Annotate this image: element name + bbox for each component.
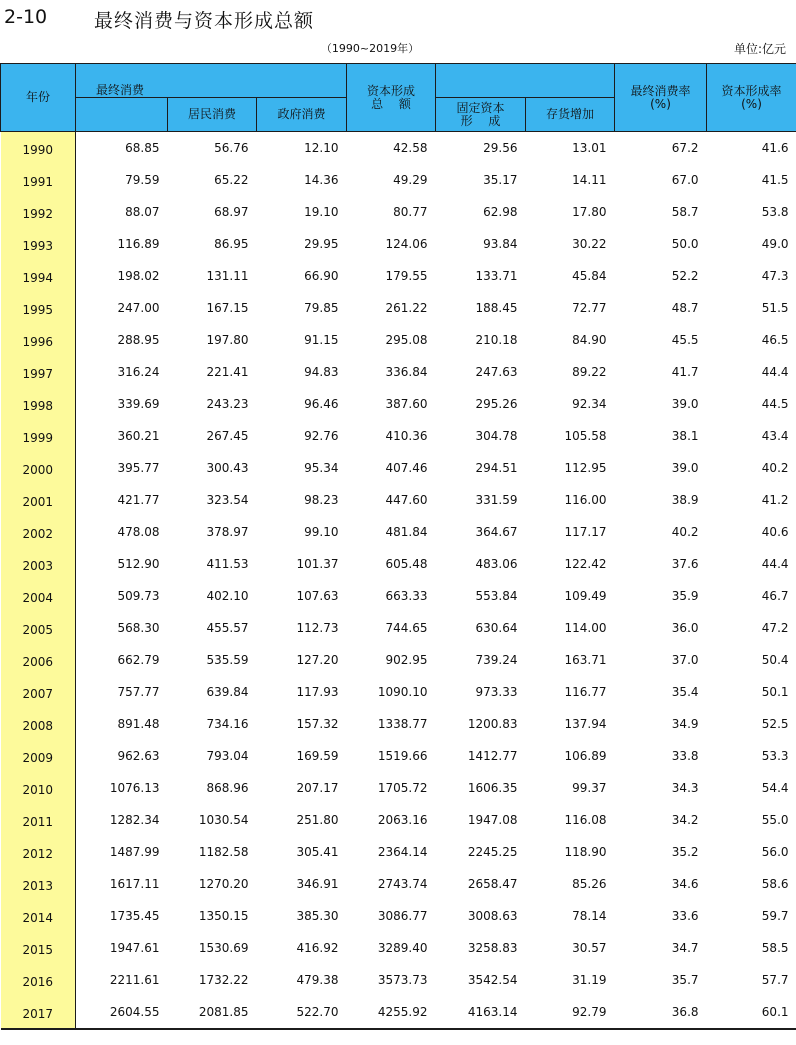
capital-rate-cell: 40.2 [761, 461, 789, 475]
fixed-capital-cell: 93.84 [483, 237, 518, 251]
consumption-rate-cell: 37.0 [671, 653, 699, 667]
table-row [1, 324, 796, 356]
household-cell: 131.11 [206, 269, 249, 283]
final-consumption-cell: 68.85 [125, 141, 160, 155]
fixed-capital-cell: 2658.47 [467, 877, 518, 891]
consumption-rate-cell: 38.9 [671, 493, 699, 507]
final-consumption-cell: 395.77 [117, 461, 160, 475]
year-cell: 2015 [1, 932, 76, 964]
government-cell: 117.93 [296, 685, 339, 699]
final-consumption-cell: 1487.99 [109, 845, 160, 859]
inventory-cell: 137.94 [564, 717, 607, 731]
fixed-capital-cell: 331.59 [475, 493, 518, 507]
capital-formation-cell: 744.65 [385, 621, 428, 635]
year-cell: 2004 [1, 580, 76, 612]
fixed-capital-cell: 1947.08 [467, 813, 518, 827]
fixed-capital-cell: 304.78 [475, 429, 518, 443]
inventory-cell: 99.37 [572, 781, 607, 795]
capital-formation-cell: 295.08 [385, 333, 428, 347]
inventory-cell: 89.22 [572, 365, 607, 379]
capital-rate-cell: 47.2 [761, 621, 789, 635]
year-cell: 1998 [1, 388, 76, 420]
inventory-cell: 85.26 [572, 877, 607, 891]
fixed-capital-cell: 29.56 [483, 141, 518, 155]
year-cell: 1999 [1, 420, 76, 452]
header-capital-formation: 资本形成 总 额 [347, 64, 436, 132]
table-body [1, 132, 796, 1030]
household-cell: 455.57 [206, 621, 249, 635]
table-row [1, 612, 796, 644]
year-cell: 1993 [1, 228, 76, 260]
capital-formation-cell: 1090.10 [377, 685, 428, 699]
table-row [1, 516, 796, 548]
table-row [1, 868, 796, 900]
capital-rate-cell: 43.4 [761, 429, 789, 443]
household-cell: 868.96 [206, 781, 249, 795]
capital-formation-cell: 1338.77 [377, 717, 428, 731]
inventory-cell: 112.95 [564, 461, 607, 475]
fixed-capital-cell: 1200.83 [467, 717, 518, 731]
year-cell: 2006 [1, 644, 76, 676]
capital-formation-cell: 481.84 [385, 525, 428, 539]
consumption-rate-cell: 34.2 [671, 813, 699, 827]
table-row [1, 420, 796, 452]
inventory-cell: 116.00 [564, 493, 607, 507]
year-cell: 2011 [1, 804, 76, 836]
year-cell: 2009 [1, 740, 76, 772]
inventory-cell: 92.79 [526, 996, 615, 1029]
household-cell: 639.84 [206, 685, 249, 699]
table-row [1, 932, 796, 964]
capital-rate-cell: 49.0 [761, 237, 789, 251]
capital-formation-cell: 407.46 [385, 461, 428, 475]
year-cell: 2016 [1, 964, 76, 996]
consumption-rate-cell: 35.4 [671, 685, 699, 699]
header-fixed-capital: 固定资本 形 成 [436, 98, 526, 132]
fixed-capital-cell: 188.45 [475, 301, 518, 315]
consumption-rate-cell: 35.9 [671, 589, 699, 603]
inventory-cell: 30.57 [572, 941, 607, 955]
government-cell: 305.41 [296, 845, 339, 859]
year-cell: 2007 [1, 676, 76, 708]
capital-formation-cell: 3289.40 [377, 941, 428, 955]
final-consumption-cell: 79.59 [125, 173, 160, 187]
government-cell: 79.85 [304, 301, 339, 315]
year-cell: 2000 [1, 452, 76, 484]
capital-formation-cell: 2743.74 [377, 877, 428, 891]
consumption-rate-cell: 33.8 [671, 749, 699, 763]
inventory-cell: 78.14 [572, 909, 607, 923]
capital-formation-cell: 179.55 [385, 269, 428, 283]
government-cell: 346.91 [296, 877, 339, 891]
household-cell: 734.16 [206, 717, 249, 731]
capital-formation-cell: 663.33 [385, 589, 428, 603]
fixed-capital-cell: 62.98 [483, 205, 518, 219]
final-consumption-cell: 1076.13 [109, 781, 160, 795]
consumption-rate-cell: 40.2 [671, 525, 699, 539]
capital-rate-cell: 50.1 [761, 685, 789, 699]
capital-rate-cell: 60.1 [707, 996, 796, 1029]
table-row [1, 580, 796, 612]
capital-formation-cell: 49.29 [393, 173, 428, 187]
final-consumption-cell: 1282.34 [109, 813, 160, 827]
fixed-capital-cell: 3542.54 [467, 973, 518, 987]
fixed-capital-cell: 210.18 [475, 333, 518, 347]
fixed-capital-cell: 294.51 [475, 461, 518, 475]
table-row [1, 836, 796, 868]
consumption-rate-cell: 34.7 [671, 941, 699, 955]
fixed-capital-cell: 483.06 [475, 557, 518, 571]
table-row [1, 132, 796, 165]
household-cell: 167.15 [206, 301, 249, 315]
capital-formation-cell: 410.36 [385, 429, 428, 443]
capital-formation-cell: 447.60 [385, 493, 428, 507]
fixed-capital-cell: 3008.63 [467, 909, 518, 923]
government-cell: 91.15 [304, 333, 339, 347]
government-cell: 19.10 [304, 205, 339, 219]
government-cell: 14.36 [304, 173, 339, 187]
capital-formation-cell: 387.60 [385, 397, 428, 411]
capital-rate-cell: 57.7 [761, 973, 789, 987]
capital-formation-cell: 261.22 [385, 301, 428, 315]
government-cell: 207.17 [296, 781, 339, 795]
table-row [1, 644, 796, 676]
capital-rate-cell: 51.5 [761, 301, 789, 315]
fixed-capital-cell: 35.17 [483, 173, 518, 187]
household-cell: 1350.15 [198, 909, 249, 923]
final-consumption-cell: 316.24 [117, 365, 160, 379]
fixed-capital-cell: 973.33 [475, 685, 518, 699]
fixed-capital-cell: 3258.83 [467, 941, 518, 955]
household-cell: 300.43 [206, 461, 249, 475]
year-cell: 2017 [1, 996, 76, 1029]
year-cell: 1995 [1, 292, 76, 324]
capital-rate-cell: 41.6 [761, 141, 789, 155]
inventory-cell: 163.71 [564, 653, 607, 667]
inventory-cell: 106.89 [564, 749, 607, 763]
consumption-rate-cell: 58.7 [671, 205, 699, 219]
inventory-cell: 109.49 [564, 589, 607, 603]
consumption-rate-cell: 35.7 [671, 973, 699, 987]
capital-rate-cell: 44.4 [761, 365, 789, 379]
header-inventory: 存货增加 [526, 98, 615, 132]
consumption-rate-cell: 39.0 [671, 397, 699, 411]
household-cell: 411.53 [206, 557, 249, 571]
consumption-rate-cell: 33.6 [671, 909, 699, 923]
header-capital-rate: 资本形成率 (%) [707, 64, 796, 132]
government-cell: 98.23 [304, 493, 339, 507]
capital-formation-cell: 2364.14 [377, 845, 428, 859]
household-cell: 402.10 [206, 589, 249, 603]
household-cell: 2081.85 [168, 996, 257, 1029]
household-cell: 68.97 [214, 205, 249, 219]
fixed-capital-cell: 364.67 [475, 525, 518, 539]
inventory-cell: 116.08 [564, 813, 607, 827]
header-year: 年份 [1, 64, 76, 132]
final-consumption-cell: 1735.45 [109, 909, 160, 923]
government-cell: 99.10 [304, 525, 339, 539]
inventory-cell: 13.01 [572, 141, 607, 155]
capital-formation-cell: 605.48 [385, 557, 428, 571]
year-cell: 2001 [1, 484, 76, 516]
final-consumption-cell: 339.69 [117, 397, 160, 411]
consumption-rate-cell: 35.2 [671, 845, 699, 859]
page-title: 最终消费与资本形成总额 [94, 10, 315, 32]
table-row [1, 676, 796, 708]
consumption-rate-cell: 41.7 [671, 365, 699, 379]
table-row [1, 772, 796, 804]
capital-rate-cell: 41.2 [761, 493, 789, 507]
government-cell: 29.95 [304, 237, 339, 251]
capital-rate-cell: 54.4 [761, 781, 789, 795]
table-row [1, 964, 796, 996]
table-row [1, 388, 796, 420]
fixed-capital-cell: 133.71 [475, 269, 518, 283]
year-cell: 1996 [1, 324, 76, 356]
final-consumption-cell: 116.89 [117, 237, 160, 251]
consumption-rate-cell: 34.3 [671, 781, 699, 795]
household-cell: 65.22 [214, 173, 249, 187]
final-consumption-cell: 421.77 [117, 493, 160, 507]
fixed-capital-cell: 1412.77 [467, 749, 518, 763]
fixed-capital-cell: 739.24 [475, 653, 518, 667]
government-cell: 96.46 [304, 397, 339, 411]
capital-formation-cell: 124.06 [385, 237, 428, 251]
final-consumption-cell: 757.77 [117, 685, 160, 699]
table-row [1, 708, 796, 740]
year-cell: 1992 [1, 196, 76, 228]
inventory-cell: 114.00 [564, 621, 607, 635]
header-spacer [76, 98, 168, 132]
unit-label: 单位:亿元 [733, 42, 786, 56]
household-cell: 1270.20 [198, 877, 249, 891]
consumption-rate-cell: 36.0 [671, 621, 699, 635]
capital-rate-cell: 40.6 [761, 525, 789, 539]
household-cell: 1030.54 [198, 813, 249, 827]
government-cell: 66.90 [304, 269, 339, 283]
consumption-rate-cell: 45.5 [671, 333, 699, 347]
inventory-cell: 118.90 [564, 845, 607, 859]
final-consumption-cell: 478.08 [117, 525, 160, 539]
year-cell: 2003 [1, 548, 76, 580]
year-cell: 2012 [1, 836, 76, 868]
government-cell: 169.59 [296, 749, 339, 763]
capital-rate-cell: 46.7 [761, 589, 789, 603]
government-cell: 251.80 [296, 813, 339, 827]
consumption-rate-cell: 34.9 [671, 717, 699, 731]
year-cell: 1991 [1, 164, 76, 196]
header-consumption-rate: 最终消费率 (%) [615, 64, 707, 132]
final-consumption-cell: 88.07 [125, 205, 160, 219]
capital-formation-cell: 80.77 [393, 205, 428, 219]
fixed-capital-cell: 553.84 [475, 589, 518, 603]
consumption-rate-cell: 50.0 [671, 237, 699, 251]
government-cell: 95.34 [304, 461, 339, 475]
capital-formation-cell: 336.84 [385, 365, 428, 379]
capital-rate-cell: 53.3 [761, 749, 789, 763]
capital-rate-cell: 46.5 [761, 333, 789, 347]
capital-rate-cell: 44.5 [761, 397, 789, 411]
inventory-cell: 30.22 [572, 237, 607, 251]
consumption-rate-cell: 34.6 [671, 877, 699, 891]
final-consumption-cell: 360.21 [117, 429, 160, 443]
household-cell: 1530.69 [198, 941, 249, 955]
header-household: 居民消费 [168, 98, 257, 132]
table-row [1, 292, 796, 324]
capital-formation-cell: 42.58 [393, 141, 428, 155]
government-cell: 112.73 [296, 621, 339, 635]
government-cell: 522.70 [257, 996, 347, 1029]
final-consumption-cell: 662.79 [117, 653, 160, 667]
capital-formation-cell: 2063.16 [377, 813, 428, 827]
government-cell: 385.30 [296, 909, 339, 923]
household-cell: 86.95 [214, 237, 249, 251]
year-cell: 2005 [1, 612, 76, 644]
capital-rate-cell: 41.5 [761, 173, 789, 187]
year-cell: 2008 [1, 708, 76, 740]
government-cell: 127.20 [296, 653, 339, 667]
year-cell: 1990 [1, 132, 76, 165]
government-cell: 107.63 [296, 589, 339, 603]
final-consumption-cell: 247.00 [117, 301, 160, 315]
inventory-cell: 92.34 [572, 397, 607, 411]
fixed-capital-cell: 1606.35 [467, 781, 518, 795]
household-cell: 793.04 [206, 749, 249, 763]
inventory-cell: 116.77 [564, 685, 607, 699]
header-capital-blank [436, 64, 615, 98]
household-cell: 221.41 [206, 365, 249, 379]
header-final-consumption: 最终消费 [76, 64, 347, 98]
capital-rate-cell: 50.4 [761, 653, 789, 667]
inventory-cell: 122.42 [564, 557, 607, 571]
capital-rate-cell: 55.0 [761, 813, 789, 827]
household-cell: 243.23 [206, 397, 249, 411]
table-row [1, 996, 796, 1029]
table-row [1, 900, 796, 932]
final-consumption-cell: 509.73 [117, 589, 160, 603]
capital-rate-cell: 53.8 [761, 205, 789, 219]
year-cell: 1994 [1, 260, 76, 292]
fixed-capital-cell: 247.63 [475, 365, 518, 379]
capital-rate-cell: 58.5 [761, 941, 789, 955]
capital-rate-cell: 44.4 [761, 557, 789, 571]
capital-formation-cell: 902.95 [385, 653, 428, 667]
household-cell: 1182.58 [198, 845, 249, 859]
year-cell: 2013 [1, 868, 76, 900]
table-row [1, 164, 796, 196]
table-row [1, 228, 796, 260]
capital-formation-cell: 3086.77 [377, 909, 428, 923]
government-cell: 94.83 [304, 365, 339, 379]
final-consumption-cell: 2211.61 [109, 973, 160, 987]
household-cell: 378.97 [206, 525, 249, 539]
government-cell: 416.92 [296, 941, 339, 955]
inventory-cell: 84.90 [572, 333, 607, 347]
consumption-rate-cell: 37.6 [671, 557, 699, 571]
consumption-rate-cell: 52.2 [671, 269, 699, 283]
final-consumption-cell: 2604.55 [76, 996, 168, 1029]
title-row [4, 6, 794, 32]
consumption-rate-cell: 38.1 [671, 429, 699, 443]
government-cell: 479.38 [296, 973, 339, 987]
table-number: 2-10 [4, 6, 48, 28]
final-consumption-cell: 962.63 [117, 749, 160, 763]
table-row [1, 548, 796, 580]
fixed-capital-cell: 2245.25 [467, 845, 518, 859]
table-row [1, 356, 796, 388]
capital-rate-cell: 56.0 [761, 845, 789, 859]
inventory-cell: 14.11 [572, 173, 607, 187]
capital-rate-cell: 58.6 [761, 877, 789, 891]
inventory-cell: 117.17 [564, 525, 607, 539]
inventory-cell: 105.58 [564, 429, 607, 443]
year-cell: 2014 [1, 900, 76, 932]
year-cell: 2002 [1, 516, 76, 548]
final-consumption-cell: 512.90 [117, 557, 160, 571]
consumption-rate-cell: 48.7 [671, 301, 699, 315]
final-consumption-cell: 568.30 [117, 621, 160, 635]
final-consumption-cell: 288.95 [117, 333, 160, 347]
final-consumption-cell: 1947.61 [109, 941, 160, 955]
capital-rate-cell: 59.7 [761, 909, 789, 923]
table-row [1, 484, 796, 516]
government-cell: 92.76 [304, 429, 339, 443]
capital-formation-cell: 4255.92 [347, 996, 436, 1029]
header-government: 政府消费 [257, 98, 347, 132]
household-cell: 56.76 [214, 141, 249, 155]
inventory-cell: 72.77 [572, 301, 607, 315]
data-table [0, 63, 796, 1030]
capital-formation-cell: 3573.73 [377, 973, 428, 987]
fixed-capital-cell: 630.64 [475, 621, 518, 635]
consumption-rate-cell: 36.8 [615, 996, 707, 1029]
inventory-cell: 17.80 [572, 205, 607, 219]
capital-rate-cell: 47.3 [761, 269, 789, 283]
table-row [1, 452, 796, 484]
inventory-cell: 31.19 [572, 973, 607, 987]
household-cell: 267.45 [206, 429, 249, 443]
government-cell: 12.10 [304, 141, 339, 155]
government-cell: 101.37 [296, 557, 339, 571]
fixed-capital-cell: 295.26 [475, 397, 518, 411]
period-subtitle: （1990~2019年） [320, 42, 420, 55]
household-cell: 323.54 [206, 493, 249, 507]
capital-formation-cell: 1519.66 [377, 749, 428, 763]
table-row [1, 804, 796, 836]
final-consumption-cell: 891.48 [117, 717, 160, 731]
fixed-capital-cell: 4163.14 [436, 996, 526, 1029]
consumption-rate-cell: 39.0 [671, 461, 699, 475]
table-row [1, 260, 796, 292]
government-cell: 157.32 [296, 717, 339, 731]
final-consumption-cell: 1617.11 [109, 877, 160, 891]
final-consumption-cell: 198.02 [117, 269, 160, 283]
capital-formation-cell: 1705.72 [377, 781, 428, 795]
table-row [1, 196, 796, 228]
capital-rate-cell: 52.5 [761, 717, 789, 731]
inventory-cell: 45.84 [572, 269, 607, 283]
year-cell: 1997 [1, 356, 76, 388]
household-cell: 197.80 [206, 333, 249, 347]
table-row [1, 740, 796, 772]
consumption-rate-cell: 67.2 [671, 141, 699, 155]
household-cell: 1732.22 [198, 973, 249, 987]
household-cell: 535.59 [206, 653, 249, 667]
year-cell: 2010 [1, 772, 76, 804]
consumption-rate-cell: 67.0 [671, 173, 699, 187]
